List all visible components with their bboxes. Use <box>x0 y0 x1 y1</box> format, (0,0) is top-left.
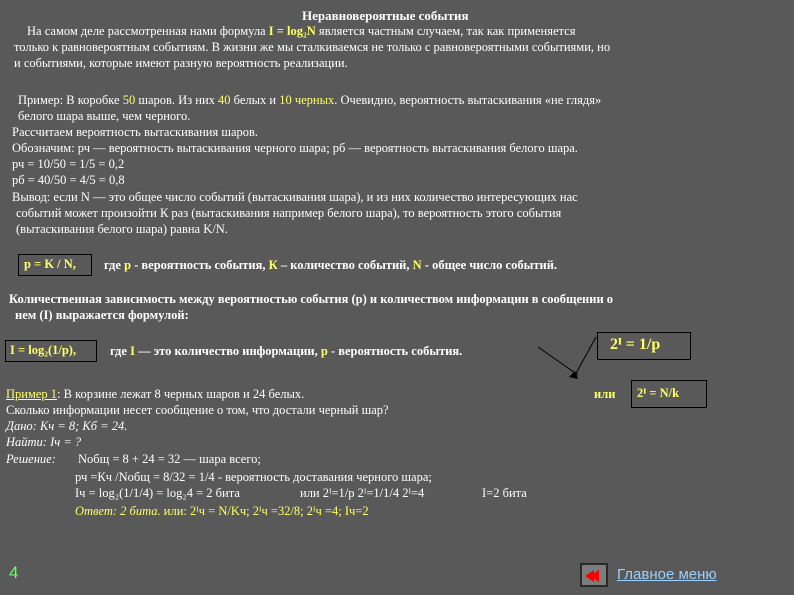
formula-log2n: I = log₂N <box>268 24 316 38</box>
formula-information: I = log₂(1/p), <box>10 343 77 357</box>
task-label: Пример 1 <box>6 387 58 401</box>
task-line-4: Найти: Iч = ? <box>6 435 82 449</box>
task-line-5: Nобщ = 8 + 24 = 32 — шара всего; <box>78 452 261 466</box>
intro-line-2: только к равновероятным событиям. В жизни же мы сталкиваемся не только с равновероятными событиями, но <box>14 40 611 54</box>
task-answer: Ответ: 2 бита. или: 2ᴵч = N/Kч; 2ᴵч =32/8; 2ᴵч =4; Iч=2 <box>75 504 369 518</box>
example-line-4: Обозначим: рч — вероятность вытаскивания черного шара; рб — вероятность вытаскивания белого шара. <box>12 141 578 155</box>
task-or: или <box>594 387 616 401</box>
arrow-icon <box>538 335 598 385</box>
task-line-3: Дано: Кч = 8; Кб = 24. <box>6 419 128 433</box>
formula-probability: p = K / N, <box>24 257 76 271</box>
quant-line-1: Количественная зависимость между вероятностью события (р) и количеством информации в сообщении о <box>9 292 614 306</box>
example-line-5: рч = 10/50 = 1/5 = 0,2 <box>12 157 125 171</box>
task-line-7a: Iч = log₂(1/1/4) = log₂4 = 2 бита <box>75 486 240 500</box>
formula-probability-description: где р - вероятность события, К – количество событий, N - общее число событий. <box>104 258 558 272</box>
page-number: 4 <box>9 563 19 582</box>
example-line-8: событий может произойти К раз (вытаскивания например белого шара), то вероятность этого события <box>16 206 562 220</box>
example-line-6: рб = 40/50 = 4/5 = 0,8 <box>12 173 125 187</box>
intro-line-1: На самом деле рассмотренная нами формула I = log₂N является частным случаем, так как применяется <box>27 24 576 38</box>
formula-nk: 2ᴵ = N/k <box>637 386 680 400</box>
example-line-2: белого шара выше, чем черного. <box>18 109 191 123</box>
example-line-9: (вытаскивания белого шара) равна K/N. <box>16 222 228 236</box>
formula-power: 2ᴵ = 1/p <box>610 336 661 353</box>
task-line-6: рч =Кч /Nобщ = 8/32 = 1/4 - вероятность доставания черного шара; <box>75 470 432 484</box>
task-line-1: Пример 1: В корзине лежат 8 черных шаров и 24 белых. <box>6 387 305 401</box>
back-arrow-icon[interactable] <box>580 563 608 587</box>
task-line-2: Сколько информации несет сообщение о том, что достали черный шар? <box>6 403 389 417</box>
slide-title: Неравновероятные события <box>302 8 469 23</box>
formula-information-description: где I — это количество информации, р - вероятность события. <box>110 344 463 358</box>
quant-line-2: нем (I) выражается формулой: <box>15 308 189 322</box>
intro-line-3: и событиями, которые имеют разную вероятность реализации. <box>14 56 348 70</box>
example-line-7: Вывод: если N — это общее число событий (вытаскивания шара), и из них количество интересующих нас <box>12 190 578 204</box>
task-line-7b: или 2ᴵ=1/p 2ᴵ=1/1/4 2ᴵ=4 <box>300 486 425 500</box>
task-solution-label: Решение: <box>6 452 56 466</box>
task-line-7c: I=2 бита <box>482 486 527 500</box>
main-menu-link[interactable]: Главное меню <box>617 566 717 583</box>
example-line-1: Пример: В коробке 50 шаров. Из них 40 белых и 10 черных. Очевидно, вероятность вытаскивания «не глядя» <box>18 93 602 107</box>
example-line-3: Рассчитаем вероятность вытаскивания шаров. <box>12 125 259 139</box>
